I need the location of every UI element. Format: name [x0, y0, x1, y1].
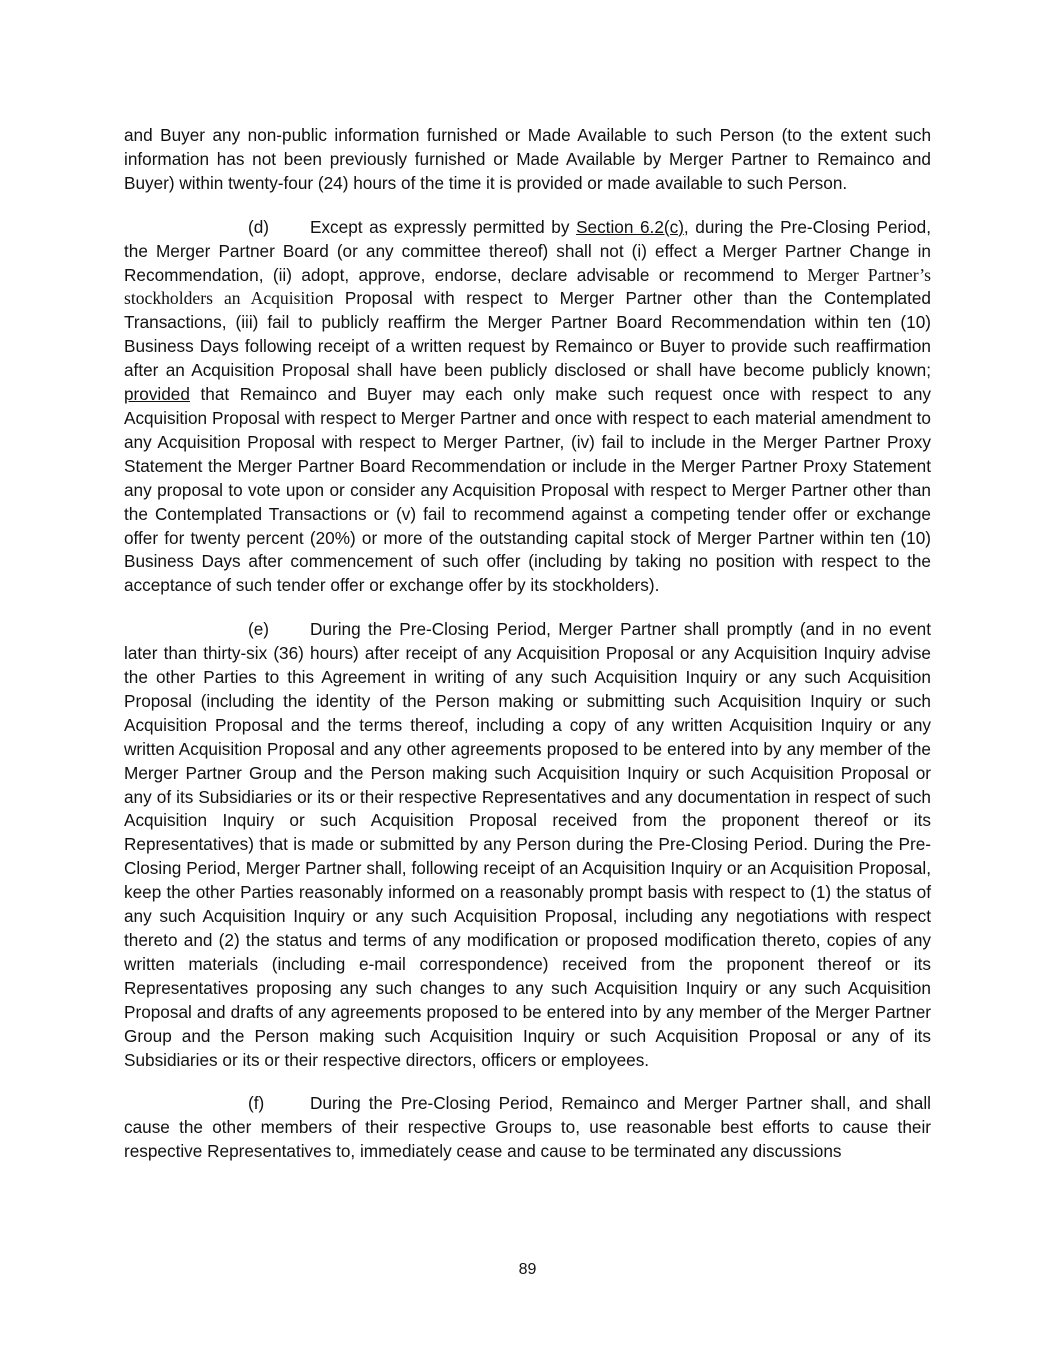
- paragraph-f-label: (f): [248, 1093, 265, 1114]
- paragraph-d-text-part4: that Remainco and Buyer may each only make such request once with respect to any Acquisition Proposal with respect to Merger Partner and once with respect to each material amendment to any Acquisition Proposal with respect to Merger Partner, (iv) fail to include in the Merger Partner Proxy Statement the Merger Partner Board Recommendation or include in the Merger Partner Proxy Statement any proposal to vote upon or consider any Acquisition Proposal with respect to Merger Partner other than the Contemplated Transactions or (v) fail to recommend against a competing tender offer or exchange offer for twenty percent (20%) or more of the outstanding capital stock of Merger Partner within ten (10) Business Days after commencement of such offer (including by taking no position with respect to the acceptance of such tender offer or exchange offer by its stockholders).: [124, 384, 931, 596]
- paragraph-d-text-part3: n Proposal with respect to Merger Partner other than the Contemplated Transactions, (iii) fail to publicly reaffirm the Merger Partner Board Recommendation within ten (10) Business Days following receipt of a written request by Remainco or Buyer to provide such reaffirmation after an Acquisition Proposal shall have been publicly disclosed or shall have become publicly known;: [124, 288, 931, 381]
- paragraph-intro-text: and Buyer any non-public information furnished or Made Available to such Person (to the extent such information has not been previously furnished or Made Available by Merger Partner to Remainco and Buyer) within twenty-four (24) hours of the time it is provided or made available to such Person.: [124, 125, 931, 193]
- paragraph-d-label: (d): [248, 216, 270, 237]
- paragraph-e-text: During the Pre-Closing Period, Merger Partner shall promptly (and in no event later than thirty-six (36) hours) after receipt of any Acquisition Proposal or any Acquisition Inquiry advise the other Parties to this Agreement in writing of any such Acquisition Inquiry or any such Acquisition Proposal (including the identity of the Person making or submitting such Acquisition Inquiry or such Acquisition Proposal and the terms thereof, including a copy of any written Acquisition Inquiry or any written Acquisition Proposal and any other agreements proposed to be entered into by any member of the Merger Partner Group and the Person making such Acquisition Inquiry or such Acquisition Proposal or any of its Subsidiaries or its or their respective Representatives and any documentation in respect of such Acquisition Inquiry or such Acquisition Proposal received from the proponent thereof or its Representatives) that is made or submitted by any Person during the Pre-Closing Period. During the Pre-Closing Period, Merger Partner shall, following receipt of an Acquisition Inquiry or an Acquisition Proposal, keep the other Parties reasonably informed on a reasonably prompt basis with respect to (1) the status of any such Acquisition Inquiry or any such Acquisition Proposal, including any negotiations with respect thereto and (2) the status and terms of any modification or proposed modification thereto, copies of any written materials (including e-mail correspondence) received from the proponent thereof or its Representatives proposing any such changes to any such Acquisition Inquiry or any such Acquisition Proposal and drafts of any agreements proposed to be entered into by any member of the Merger Partner Group and the Person making such Acquisition Inquiry or such Acquisition Proposal or any of its Subsidiaries or its or their respective directors, officers or employees.: [124, 619, 931, 1070]
- paragraph-e-label: (e): [248, 619, 270, 640]
- paragraph-d-serif-text: Merger Partner’s stockholders an Acquisitio: [124, 264, 931, 309]
- paragraph-d-text-part2: , during the Pre-Closing Period, the Merger Partner Board (or any committee thereof) shall not (i) effect a Merger Partner Change in Recommendation, (ii) adopt, approve, endorse, declare advisable or recommend to: [124, 216, 931, 285]
- paragraph-d: [124, 216, 931, 599]
- paragraph-d-text-part1: Except as expressly permitted by: [310, 216, 577, 237]
- paragraph-e: [124, 618, 931, 1072]
- paragraph-f: [124, 1092, 931, 1164]
- document-page: [124, 124, 931, 1184]
- provided-term: provided: [124, 384, 190, 405]
- page-number: 89: [518, 1261, 537, 1278]
- section-reference: Section 6.2(c): [576, 216, 684, 237]
- paragraph-intro: [124, 124, 931, 196]
- paragraph-f-text: During the Pre-Closing Period, Remainco and Merger Partner shall, and shall cause the other members of their respective Groups to, use reasonable best efforts to cause their respective Representatives to, immediately cease and cause to be terminated any discussions: [124, 1093, 931, 1162]
